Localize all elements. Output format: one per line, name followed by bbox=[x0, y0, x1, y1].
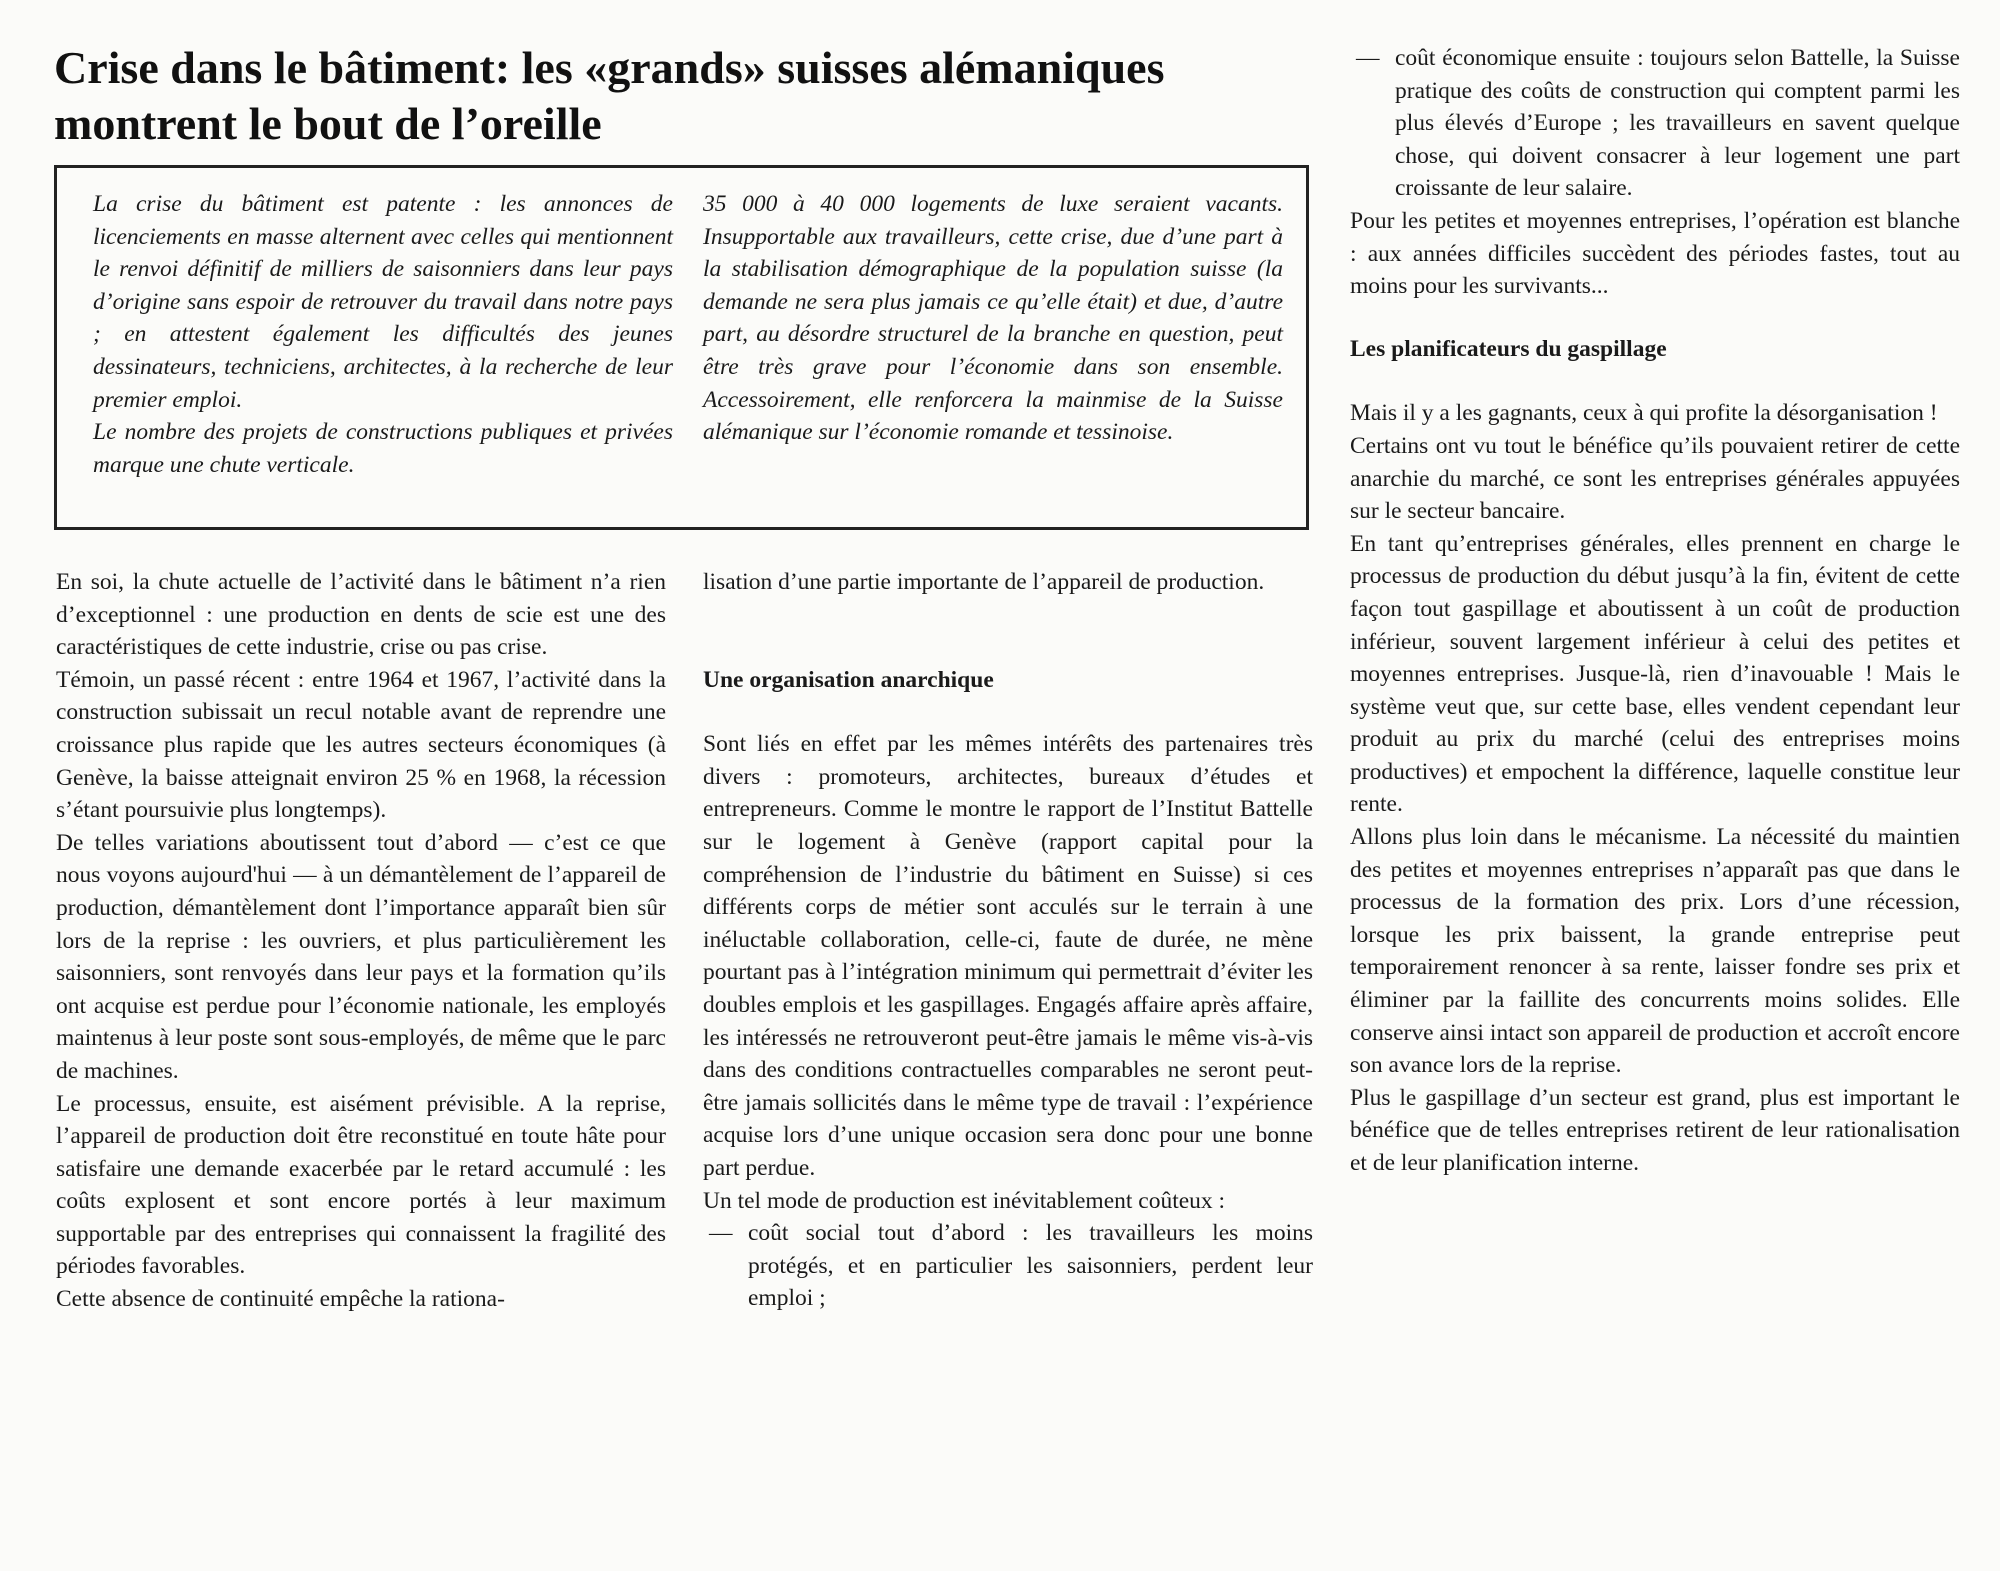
section-heading: Les planificateurs du gaspillage bbox=[1350, 335, 1667, 362]
body-paragraph: Témoin, un passé récent : entre 1964 et 1967, l’activité dans la construction subissait un recul notable avant de reprendre une croissance plus rapide que les autres secteurs économiques (à Genève, la baisse atteignait environ 25 % en 1968, la récession s’étant poursuivie plus longtemps). bbox=[56, 666, 666, 824]
body-paragraph: Sont liés en effet par les mêmes intérêts des partenaires très divers : promoteurs, architectes, bureaux d’études et entrepreneurs. Comme le montre le rapport de l’Institut Battelle sur le logement à Genève (rapport capital pour la compréhension de l’industrie du bâtiment en Suisse) si ces différents corps de métier sont acculés sur le terrain à une inéluctable collaboration, celle-ci, faute de durée, ne mène pourtant pas à l’intégration minimum qui permettrait d’éviter les doubles emplois et les gaspillages. Engagés affaire après affaire, les intéressés ne retrouveront peut-être jamais le même vis-à-vis dans des conditions contractuelles comparables ne seront peut-être jamais sollicités dans le même type de travail : l’expérience acquise lors d’une unique occasion sera donc pour une bonne part perdue. bbox=[703, 731, 1313, 1181]
intro-paragraph: La crise du bâtiment est patente : les annonces de licenciements en masse alternent avec celles qui mentionnent le renvoi définitif de milliers de saisonniers dans leur pays d’origine sans espoir de retrouver du travail dans notre pays ; en attestent également les difficultés des jeunes dessinateurs, techniciens, architectes, à la recherche de leur premier emploi. bbox=[93, 191, 673, 413]
body-paragraph: Allons plus loin dans le mécanisme. La nécessité du maintien des petites et moyennes entreprises n’apparaît pas que dans le processus de la formation des prix. Lors d’une récession, lorsque les prix baissent, la grande entreprise peut temporairement renoncer à sa rente, laisser fondre ses prix et éliminer par la faillite des concurrents moins solides. Elle conserve ainsi intact son appareil de production et accroît encore son avance lors de la reprise. bbox=[1350, 824, 1960, 1079]
dash-bullet: — bbox=[1356, 45, 1380, 71]
body-column-1 bbox=[56, 566, 666, 1316]
dash-item-text: coût économique ensuite : toujours selon Battelle, la Suisse pratique des coûts de construction qui comptent parmi les plus élevés d’Europe ; les travailleurs en savent quelque chose, qui doivent consacrer à leur logement une part croissante de leur salaire. bbox=[1395, 45, 1960, 202]
dash-list-item bbox=[1350, 42, 1960, 205]
body-column-3 bbox=[1350, 42, 1960, 1180]
body-paragraph: Cette absence de continuité empêche la rationa- bbox=[56, 1286, 505, 1313]
body-column-2 bbox=[703, 566, 1313, 1315]
body-paragraph: Le processus, ensuite, est aisément prévisible. A la reprise, l’appareil de production doit être reconstitué en toute hâte pour satisfaire une demande exacerbée par le retard accumulé : les coûts explosent et sont encore portés à leur maximum supportable par des entreprises qui connaissent la fragilité des périodes favorables. bbox=[56, 1090, 666, 1280]
body-paragraph: Un tel mode de production est inévitablement coûteux : bbox=[703, 1187, 1226, 1214]
article-headline: Crise dans le bâtiment: les «grands» suisses alémaniques montrent le bout de l’oreille bbox=[54, 42, 1165, 149]
body-paragraph: De telles variations aboutissent tout d’abord — c’est ce que nous voyons aujourd'hui — à un démantèlement de l’appareil de production, démantèlement dont l’importance apparaît bien sûr lors de la reprise : les ouvriers, et plus particulièrement les saisonniers, sont renvoyés dans leur pays et la formation qu’ils ont acquise est perdue pour l’économie nationale, les employés maintenus à leur poste sont sous-employés, de même que le parc de machines. bbox=[56, 829, 666, 1084]
body-paragraph: Certains ont vu tout le bénéfice qu’ils pouvaient retirer de cette anarchie du marché, ce sont les entreprises générales appuyées sur le secteur bancaire. bbox=[1350, 432, 1960, 525]
body-paragraph: lisation d’une partie importante de l’appareil de production. bbox=[703, 569, 1265, 595]
intro-paragraph: 35 000 à 40 000 logements de luxe seraient vacants. Insupportable aux travailleurs, cette crise, due d’une part à la stabilisation démographique de la population suisse (la demande ne sera plus jamais ce qu’elle était) et due, d’autre part, au désordre structurel de la branche en question, peut être très grave pour l’économie dans son ensemble. Accessoirement, elle renforcera la mainmise de la Suisse alémanique sur l’économie romande et tessinoise. bbox=[703, 191, 1283, 446]
dash-bullet: — bbox=[709, 1220, 733, 1247]
intro-column-right bbox=[703, 188, 1283, 449]
body-paragraph: Pour les petites et moyennes entreprises, l’opération est blanche : aux années difficiles succèdent des périodes fastes, tout au moins pour les survivants... bbox=[1350, 207, 1960, 300]
intro-paragraph: Le nombre des projets de constructions publiques et privées marque une chute verticale. bbox=[93, 419, 673, 478]
body-paragraph: En soi, la chute actuelle de l’activité dans le bâtiment n’a rien d’exceptionnel : une production en dents de scie est une des caractéristiques de cette industrie, crise ou pas crise. bbox=[56, 569, 666, 661]
body-paragraph: Plus le gaspillage d’un secteur est grand, plus est important le bénéfice que de telles entreprises retirent de leur rationalisation et de leur planification interne. bbox=[1350, 1084, 1960, 1176]
intro-box bbox=[54, 165, 1309, 530]
dash-list-item bbox=[703, 1217, 1313, 1315]
body-paragraph: Mais il y a les gagnants, ceux à qui profite la désorganisation ! bbox=[1350, 400, 1938, 427]
dash-item-text: coût social tout d’abord : les travailleurs les moins protégés, et en particulier les saisonniers, perdent leur emploi ; bbox=[748, 1220, 1313, 1312]
body-paragraph: En tant qu’entreprises générales, elles prennent en charge le processus de production du début jusqu’à la fin, évitent de cette façon tout gaspillage et aboutissent à un coût de production inférieur, souvent largement inférieur à celui des petites et moyennes entreprises. Jusque-là, rien d’inavouable ! Mais le système veut que, sur cette base, elles vendent cependant leur produit au prix du marché (celui des entreprises moins productives) et empochent la différence, laquelle constitue leur rente. bbox=[1350, 530, 1960, 818]
intro-column-left bbox=[93, 188, 673, 481]
section-heading: Une organisation anarchique bbox=[703, 666, 994, 693]
